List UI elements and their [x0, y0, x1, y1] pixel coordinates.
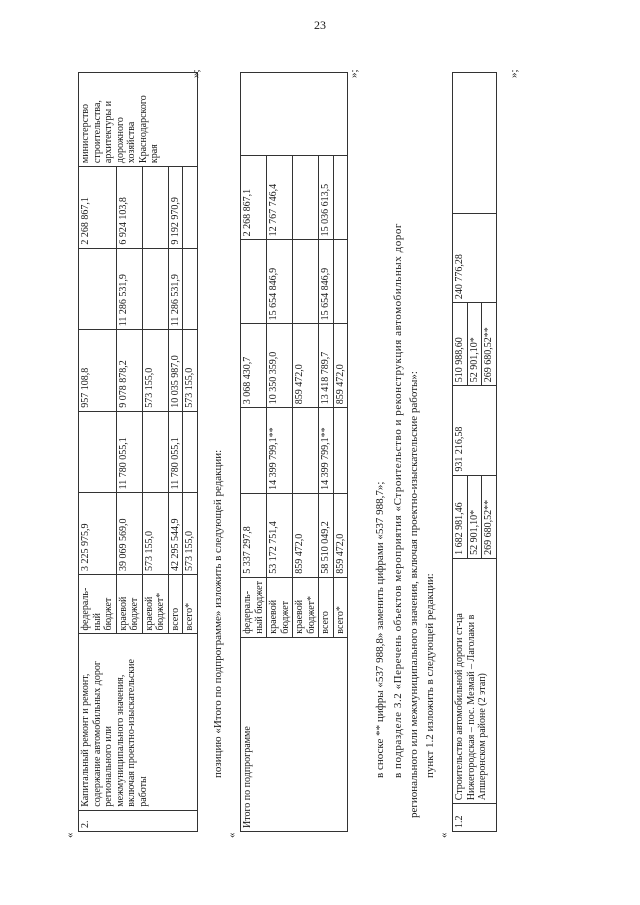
value-cell: 3 225 975,9 [79, 493, 117, 575]
open-quote: « [64, 832, 76, 838]
source-cell: всего [168, 574, 183, 633]
value-cell [293, 240, 319, 324]
table-row [453, 73, 497, 832]
paragraph: позицию «Итого по подпрограмме» изложить в следующей редакции: [212, 449, 224, 778]
value-cell [333, 408, 348, 494]
open-quote: « [438, 832, 450, 838]
value-cell: 859 472,0 [293, 324, 319, 408]
row-name: Итого по подпрограмме [241, 637, 348, 831]
value-cell: 58 510 049,2 [319, 493, 334, 577]
page-number: 23 [314, 18, 326, 32]
value-cell [142, 248, 168, 330]
value-cell: 13 418 789,7 [319, 324, 334, 408]
value-cell [183, 167, 198, 249]
value-cell: 14 399 799,1** [319, 408, 334, 494]
value-line: 510 988,60 [453, 303, 468, 385]
source-cell: федераль-ный бюджет [241, 577, 267, 637]
close-quote: »; [508, 69, 520, 78]
source-cell: всего [319, 577, 334, 637]
value-line: 52 901,10* [468, 303, 483, 385]
paragraph: в сноске ** цифры «537 988,8» заменить цифрами «537 988,7»; [374, 481, 386, 778]
row-number: 2. [79, 810, 198, 831]
table-row [79, 73, 117, 832]
open-quote: « [226, 832, 238, 838]
value-cell [333, 156, 348, 240]
table-subprogram-total [240, 72, 348, 832]
value-cell: 573 155,0 [142, 330, 168, 412]
value-cell: 931 216,58 [453, 386, 497, 475]
value-cell: 2 268 867,1 [79, 167, 117, 249]
value-line: 52 901,10* [468, 476, 483, 558]
value-cell [241, 240, 267, 324]
value-cell: 39 069 569,0 [116, 493, 142, 575]
value-cell: 9 192 970,9 [168, 167, 183, 249]
paragraph: в подразделе 3.2 «Перечень объектов мероприятия «Строительство и реконструкция автомобильных дорог [392, 223, 404, 778]
value-cell: 573 155,0 [183, 493, 198, 575]
value-cell: 573 155,0 [183, 330, 198, 412]
row-number: 1.2 [453, 804, 497, 832]
value-cell [142, 411, 168, 493]
value-cell: 11 780 055,1 [168, 411, 183, 493]
value-cell [293, 408, 319, 494]
empty-cell [453, 73, 497, 214]
source-cell: всего* [183, 574, 198, 633]
value-cell: 9 078 878,2 [116, 330, 142, 412]
source-cell: краевой бюджет* [293, 577, 319, 637]
value-line: 1 682 981,46 [453, 476, 468, 558]
value-cell [183, 248, 198, 330]
value-cell: 11 780 055,1 [116, 411, 142, 493]
paragraph: пункт 1.2 изложить в следующей редакции: [424, 573, 436, 778]
value-cell [79, 248, 117, 330]
value-cell: 859 472,0 [333, 324, 348, 408]
source-cell: всего* [333, 577, 348, 637]
close-quote: »; [348, 69, 360, 78]
close-quote: »; [190, 69, 202, 78]
value-cell: 42 295 544,9 [168, 493, 183, 575]
value-cell: 2 268 867,1 [241, 156, 267, 240]
empty-org-cell [241, 73, 348, 156]
value-cell [293, 156, 319, 240]
value-cell: 859 472,0 [293, 493, 319, 577]
value-cell: 11 286 531,9 [168, 248, 183, 330]
value-cell: 14 399 799,1** [267, 408, 293, 494]
table-objects-item-1-2 [452, 72, 497, 832]
value-cell: 957 108,8 [79, 330, 117, 412]
value-cell: 859 472,0 [333, 493, 348, 577]
value-cell: 15 654 846,9 [267, 240, 293, 324]
value-cell: 10 035 987,0 [168, 330, 183, 412]
table-row [241, 73, 267, 832]
value-cell: 53 172 751,4 [267, 493, 293, 577]
value-cell [453, 475, 497, 558]
paragraph: регионального или межмуниципального значения, включая проектно-изыскательские работы»: [408, 371, 420, 818]
source-cell: краевой бюджет* [142, 574, 168, 633]
row-name: Капитальный ремонт и ремонт, содержание автомобильных дорог регионального или межмуниципального значения, включая проектно-изыскательские работы [79, 634, 198, 810]
value-cell: 15 036 613,5 [319, 156, 334, 240]
row-name: Строительство автомобильной дороги ст-ца Нижегородская – пос. Мезмай – Лаголаки в Апшеронском районе (2 этап) [453, 558, 497, 803]
value-cell: 5 337 297,8 [241, 493, 267, 577]
responsible-org: министерство строительства, архитектуры и дорожного хозяйства Краснодарского края [79, 73, 198, 167]
source-cell: федераль-ный бюджет [79, 574, 117, 633]
value-cell: 573 155,0 [142, 493, 168, 575]
value-cell: 3 068 430,7 [241, 324, 267, 408]
value-cell [333, 240, 348, 324]
value-cell: 10 350 359,0 [267, 324, 293, 408]
value-cell: 12 767 746,4 [267, 156, 293, 240]
value-cell [142, 167, 168, 249]
value-cell: 6 924 103,8 [116, 167, 142, 249]
table-subprogram-item-2 [78, 72, 198, 832]
value-cell [453, 303, 497, 386]
source-cell: краевой бюджет [267, 577, 293, 637]
rotated-content [62, 48, 582, 838]
value-cell [241, 408, 267, 494]
value-line: 269 680,52** [483, 327, 494, 383]
source-cell: краевой бюджет [116, 574, 142, 633]
value-cell [183, 411, 198, 493]
value-cell: 15 654 846,9 [319, 240, 334, 324]
value-cell: 240 776,28 [453, 213, 497, 302]
value-cell [79, 411, 117, 493]
value-line: 269 680,52** [483, 499, 494, 555]
value-cell: 11 286 531,9 [116, 248, 142, 330]
